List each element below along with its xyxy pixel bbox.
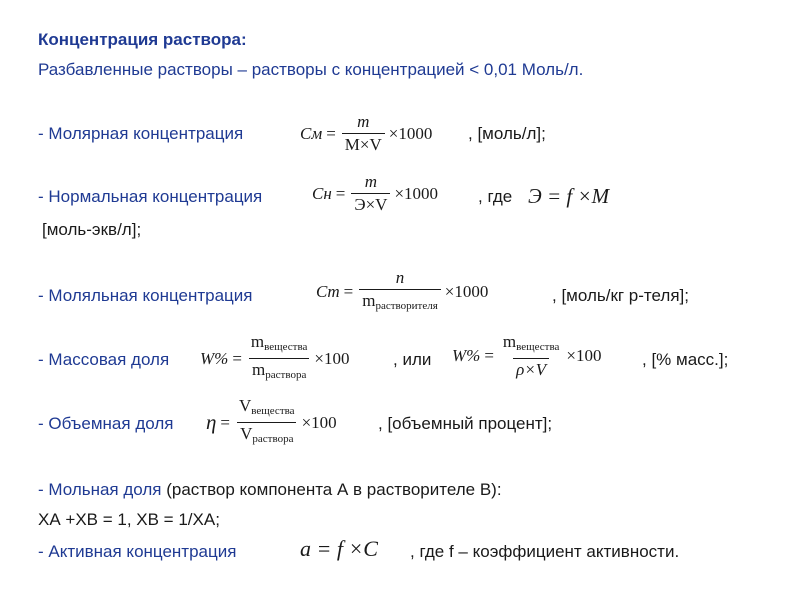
activity-label: - Активная концентрация bbox=[38, 542, 237, 561]
molar-denominator: M×V bbox=[342, 133, 385, 155]
molal-numerator: n bbox=[395, 268, 405, 287]
normal-numerator: m bbox=[364, 172, 378, 191]
volume-lhs: η bbox=[206, 410, 217, 434]
molar-lhs: Cм bbox=[300, 123, 323, 143]
activity-equation: a = f ×C bbox=[300, 536, 378, 561]
page-title: Концентрация раствора: bbox=[38, 30, 247, 49]
mass-formula-density: W% = $\frac{m_{вещества}}{\rho\times V}$ ×100 bbox=[452, 332, 602, 379]
molal-fraction bbox=[359, 268, 441, 316]
dilute-solutions-line: Разбавленные растворы – растворы с концентрацией < 0,01 Моль/л. bbox=[38, 60, 584, 79]
mass-fraction-density bbox=[500, 332, 563, 380]
molal-formula: Cm = $\frac{n}{m_{растворителя}}$ ×1000 bbox=[316, 268, 488, 316]
molal-lhs: Cm bbox=[316, 282, 340, 301]
molal-factor: ×1000 bbox=[444, 282, 489, 301]
mass-factor-2: ×100 bbox=[566, 346, 602, 365]
mass-numerator: $m_{вещества}$ bbox=[250, 332, 308, 353]
mass-fraction bbox=[248, 332, 311, 385]
mass-or: , или bbox=[393, 350, 432, 369]
normal-fraction bbox=[351, 172, 390, 215]
mole-fraction-desc: (раствор компонента А в растворителе В): bbox=[161, 480, 502, 499]
volume-numerator: $V_{вещества}$ bbox=[239, 396, 295, 417]
volume-fraction-label: - Объемная доля bbox=[38, 414, 174, 433]
mass-fraction-label: - Массовая доля bbox=[38, 350, 170, 369]
molar-formula: Cм = $\frac{m}{M\times V}$ ×1000 bbox=[300, 112, 433, 154]
mole-fraction-label: - Мольная доля bbox=[38, 480, 162, 499]
normal-factor: ×1000 bbox=[394, 183, 439, 203]
molar-numerator: m bbox=[357, 112, 370, 131]
normal-formula: Cн = $\frac{m}{Э\times V}$ ×1000 bbox=[312, 172, 439, 214]
mole-fraction-line bbox=[38, 480, 502, 500]
equivalent-mass-equation: Э = f ×M bbox=[528, 184, 610, 208]
molal-denominator: $m_{растворителя}$ bbox=[359, 289, 441, 316]
mole-fraction-relation: XА +XВ = 1, XВ = 1/XА; bbox=[38, 510, 220, 529]
activity-desc: , где f – коэффициент активности. bbox=[410, 542, 680, 561]
molal-unit: , [моль/кг р-теля]; bbox=[552, 286, 689, 305]
normal-denominator: Э×V bbox=[351, 193, 390, 215]
mass-factor: ×100 bbox=[314, 348, 350, 368]
molar-factor: ×1000 bbox=[388, 123, 433, 143]
volume-factor: ×100 bbox=[301, 412, 337, 432]
mass-denominator: $m_{раствора}$ bbox=[249, 358, 309, 385]
mass-unit: , [% масс.]; bbox=[642, 350, 729, 369]
normal-concentration-label: - Нормальная концентрация bbox=[38, 187, 263, 206]
normal-where: , где bbox=[478, 187, 513, 206]
mass-lhs: W% bbox=[200, 348, 229, 368]
volume-formula: η = $\frac{V_{вещества}}{V_{раствора}}$ ×100 bbox=[206, 396, 337, 449]
volume-unit: , [объемный процент]; bbox=[378, 414, 553, 433]
molar-unit: , [моль/л]; bbox=[468, 124, 546, 143]
volume-denominator: $V_{раствора}$ bbox=[237, 422, 296, 449]
normal-lhs: Cн bbox=[312, 183, 332, 203]
mass-denominator-2: ρ×V bbox=[513, 358, 549, 380]
mass-numerator-2: $m_{вещества}$ bbox=[502, 332, 560, 353]
molal-concentration-label: - Моляльная концентрация bbox=[38, 286, 253, 305]
mass-formula: W% = $\frac{m_{вещества}}{m_{раствора}}$ ×100 bbox=[200, 332, 350, 385]
mass-lhs-2: W% bbox=[452, 346, 481, 365]
normal-unit: [моль-экв/л]; bbox=[42, 220, 142, 239]
molar-concentration-label: - Молярная концентрация bbox=[38, 124, 244, 143]
volume-fraction bbox=[236, 396, 298, 449]
molar-fraction bbox=[342, 112, 385, 155]
